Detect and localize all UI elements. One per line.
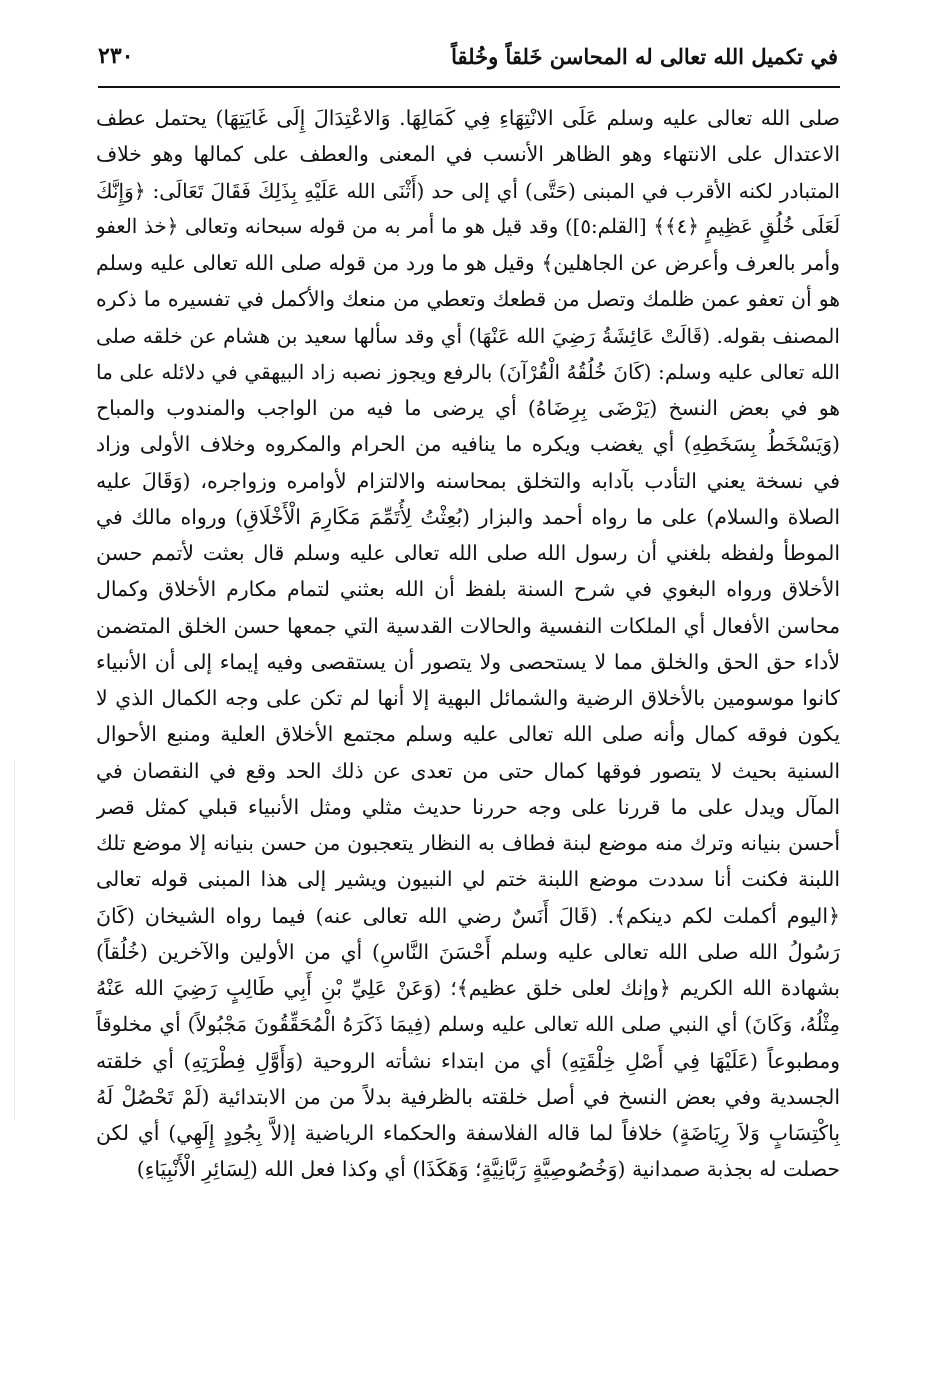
text-line: الاعتدال على الانتهاء وهو الظاهر الأنسب في المعنى والعطف على كمالها وهو خلاف xyxy=(96,142,840,167)
page-number: ٢٣٠ xyxy=(98,43,134,69)
text-line: الصلاة والسلام) على ما رواه أحمد والبزار (بُعِثْتُ لِأُتَمِّمَ مَكَارِمَ الْأَخْلَاقِ) ورواه مالك في xyxy=(96,504,840,529)
text-line: أحسن بنيانه وترك منه موضع لبنة فطاف به النظار يتعجبون من حسن بنيانه إلا موضع تلك xyxy=(96,831,840,855)
text-line: الجسدية وفي بعض النسخ في أصل خلقته بالظرفية بدلاً من من الابتدائية (لَمْ تَحْصُلْ لَهُ xyxy=(96,1084,840,1109)
text-line: وأمر بالعرف وأعرض عن الجاهلين﴾ وقيل هو ما ورد من قوله صلى الله تعالى عليه وسلم xyxy=(96,251,840,275)
text-line: رَسُولُ الله صلى الله تعالى عليه وسلم أَحْسَنَ النَّاسِ) أي من الأولين والآخرين (خُلُقاً) xyxy=(96,939,840,964)
text-line: كانوا موسومين بالأخلاق الرضية والشمائل البهية إلا أنها لم تكن على وجه الكمال الذي لا xyxy=(96,686,840,710)
text-line: مِثْلُهُ، وَكَانَ) أي النبي صلى الله تعالى عليه وسلم (فِيمَا ذَكَرَهُ الْمُحَقِّقُونَ مَجْبُولاً) أي مخلوقاً xyxy=(96,1012,840,1037)
body-text xyxy=(96,100,840,1188)
running-title: في تكميل الله تعالى له المحاسن خَلقاً وخُلقاً xyxy=(451,43,838,69)
text-line: محاسن الأفعال أي الملكات النفسية والحالات القدسية التي جمعها حسن الخلق المتضمن xyxy=(96,613,840,638)
text-line: ومطبوعاً (عَلَيْهَا فِي أَصْلِ خِلْقَتِهِ) أي من ابتداء نشأته الروحية (وَأَوَّلِ فِطْرَتِهِ) أي خلقته xyxy=(96,1048,840,1073)
text-line: هو أن تعفو عمن ظلمك وتصل من قطعك وتعطي من منعك والأكمل في تفسيره ما ذكره xyxy=(96,287,840,312)
text-line: المتبادر لكنه الأقرب في المبنى (حَتَّى) أي إلى حد (أَثْنَى الله عَلَيْهِ بِذَلِكَ فَقَالَ تَعَالَى: ﴿وَإِنَّكَ xyxy=(96,178,840,203)
text-line: اللبنة فكنت أنا سددت موضع اللبنة ختم لي النبيون ويشير إلى هذا المبنى قوله تعالى xyxy=(96,867,840,892)
text-line: ﴿اليوم أكملت لكم دينكم﴾. (قَالَ أَنَسٌ رضي الله تعالى عنه) فيما رواه الشيخان (كَانَ xyxy=(96,903,840,928)
text-line: يكون فوقه كمال وأنه صلى الله تعالى عليه وسلم مجتمع الأخلاق العلية ومنبع الأحوال xyxy=(96,722,840,747)
text-line: المآل ويدل على ما قررنا على وجه حررنا حديث مثلي ومثل الأنبياء قبلي كمثل قصر xyxy=(96,794,840,819)
text-line: لَعَلَى خُلُقٍ عَظِيمٍ ﴿٤﴾﴾ [القلم:٥]) وقد قيل هو ما أمر به من قوله سبحانه وتعالى ﴿خذ العفو xyxy=(96,214,840,238)
text-line: بشهادة الله الكريم ﴿وإنك لعلى خلق عظيم﴾؛ (وَعَنْ عَلِيِّ بْنِ أَبِي طَالِبٍ رَضِيَ الله عَنْهُ xyxy=(96,976,840,1000)
text-line: (وَيَسْخَطُ بِسَخَطِهِ) أي يغضب ويكره ما ينافيه من الحرام والمكروه وخلاف الأولى وزاد xyxy=(96,432,840,457)
text-line: السنية بحيث لا يتصور فوقها كمال حتى من تعدى عن ذلك الحد وقع في النقصان في xyxy=(96,758,840,783)
text-line: صلى الله تعالى عليه وسلم عَلَى الانْتِهَاءِ فِي كَمَالِهَا. وَالاعْتِدَالَ إِلَى غَايَتِهَا) يحتمل عطف xyxy=(96,106,840,130)
text-line: المصنف بقوله. (قَالَتْ عَائِشَةُ رَضِيَ الله عَنْهَا) أي وقد سألها سعيد بن هشام عن خلقه صلى xyxy=(96,323,840,348)
page-header xyxy=(98,36,838,76)
text-line: هو في بعض النسخ (يَرْضَى بِرِضَاهُ) أي يرضى ما فيه من الواجب والمندوب والمباح xyxy=(96,396,840,420)
text-line: الموطأ ولفظه بلغني أن رسول الله صلى الله تعالى عليه وسلم قال بعثت لأتمم حسن xyxy=(96,541,840,565)
text-line: حصلت له بجذبة صمدانية (وَخُصُوصِيَّةٍ رَبَّانِيَّةٍ؛ وَهَكَذَا) أي وكذا فعل الله (لِسَائِرِ الْأَنْبِيَاءِ) xyxy=(136,1157,840,1182)
header-rule xyxy=(98,86,840,88)
text-line: بِاكْتِسَابٍ وَلاَ رِيَاضَةٍ) خلافاً لما قاله الفلاسفة والحكماء الرياضية إ(لاَّ بِجُودٍ إِلَهِي) أي لكن xyxy=(96,1121,840,1145)
text-line: في نسخة يعني التأدب بآدابه والتخلق بمحاسنه والالتزام لأوامره وزواجره، (وَقَالَ عليه xyxy=(96,468,840,493)
scan-edge-mark xyxy=(14,760,15,1120)
text-line: الله تعالى عليه وسلم: (كَانَ خُلُقُهُ الْقُرْآنَ) بالرفع ويجوز نصبه زاد البيهقي في دلائله على ما xyxy=(96,359,840,384)
text-line: لأداء حق الحق والخلق مما لا يستحصى ولا يتصور أن يستقصى وفيه إيماء إلى أن الأنبياء xyxy=(96,649,840,674)
text-line: الأخلاق ورواه البغوي في شرح السنة بلفظ أن الله بعثني لتمام مكارم الأخلاق وكمال xyxy=(96,577,840,602)
